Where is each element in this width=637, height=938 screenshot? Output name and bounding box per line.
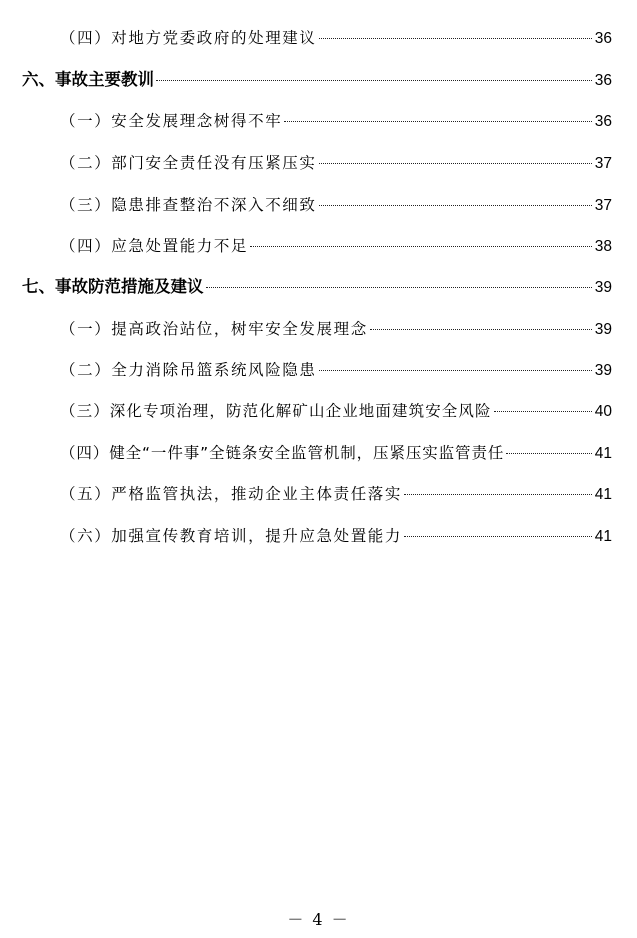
toc-entry-title: （二）全力消除吊篮系统风险隐患	[60, 361, 317, 379]
toc-entry[interactable]	[60, 523, 612, 549]
toc-page-number: 40	[594, 403, 612, 420]
toc-entry[interactable]	[60, 481, 612, 507]
toc-entry[interactable]	[60, 150, 612, 176]
toc-entry[interactable]	[60, 233, 612, 259]
toc-entry-title: （四）应急处置能力不足	[60, 237, 249, 255]
dot-leader	[156, 80, 592, 81]
toc-page-number: 36	[594, 30, 612, 47]
toc-page-number: 41	[594, 528, 612, 545]
page-number-footer: － 4 －	[287, 910, 350, 929]
toc-page-number: 37	[594, 197, 612, 214]
dot-leader	[404, 536, 592, 537]
toc-chapter[interactable]	[22, 274, 612, 300]
toc-entry[interactable]	[60, 192, 612, 218]
toc-page-number: 36	[594, 113, 612, 130]
dot-leader	[319, 163, 592, 164]
toc-entry[interactable]	[60, 108, 612, 134]
toc-entry[interactable]	[60, 316, 612, 342]
dot-leader	[370, 329, 592, 330]
dot-leader	[319, 38, 592, 39]
toc-page-number: 39	[594, 321, 612, 338]
toc-page-number: 41	[594, 486, 612, 503]
toc-entry[interactable]	[60, 25, 612, 51]
toc-entry-title: （二）部门安全责任没有压紧压实	[60, 154, 317, 172]
dot-leader	[250, 246, 592, 247]
toc-entry-title: （四）健全“一件事”全链条安全监管机制，压紧压实监管责任	[60, 444, 505, 462]
toc-entry[interactable]	[60, 440, 612, 466]
toc-entry-title: （三）隐患排查整治不深入不细致	[60, 196, 317, 214]
toc-entry-title: （六）加强宣传教育培训，提升应急处置能力	[60, 527, 403, 545]
dot-leader	[404, 494, 592, 495]
toc-entry[interactable]	[60, 357, 612, 383]
toc-entry-title: （一）提高政治站位，树牢安全发展理念	[60, 320, 368, 338]
toc-entry-title: （三）深化专项治理，防范化解矿山企业地面建筑安全风险	[60, 402, 492, 420]
toc-entry-title: （一）安全发展理念树得不牢	[60, 112, 283, 130]
toc-page-number: 39	[594, 362, 612, 379]
toc-page-number: 36	[594, 72, 612, 89]
toc-entry-title: （五）严格监管执法，推动企业主体责任落实	[60, 485, 403, 503]
toc-chapter[interactable]	[22, 67, 612, 93]
dot-leader	[506, 453, 591, 454]
toc-entry-title: 七、事故防范措施及建议	[22, 277, 204, 296]
toc-page-number: 39	[594, 279, 612, 296]
toc-entry[interactable]	[60, 398, 612, 424]
toc-page-number: 37	[594, 155, 612, 172]
dot-leader	[284, 121, 591, 122]
toc-page-number: 38	[594, 238, 612, 255]
dot-leader	[494, 411, 592, 412]
toc-entry-title: （四）对地方党委政府的处理建议	[60, 29, 317, 47]
toc-page-number: 41	[594, 445, 612, 462]
dot-leader	[319, 370, 592, 371]
dot-leader	[319, 205, 592, 206]
toc-entry-title: 六、事故主要教训	[22, 70, 154, 89]
dot-leader	[206, 287, 592, 288]
